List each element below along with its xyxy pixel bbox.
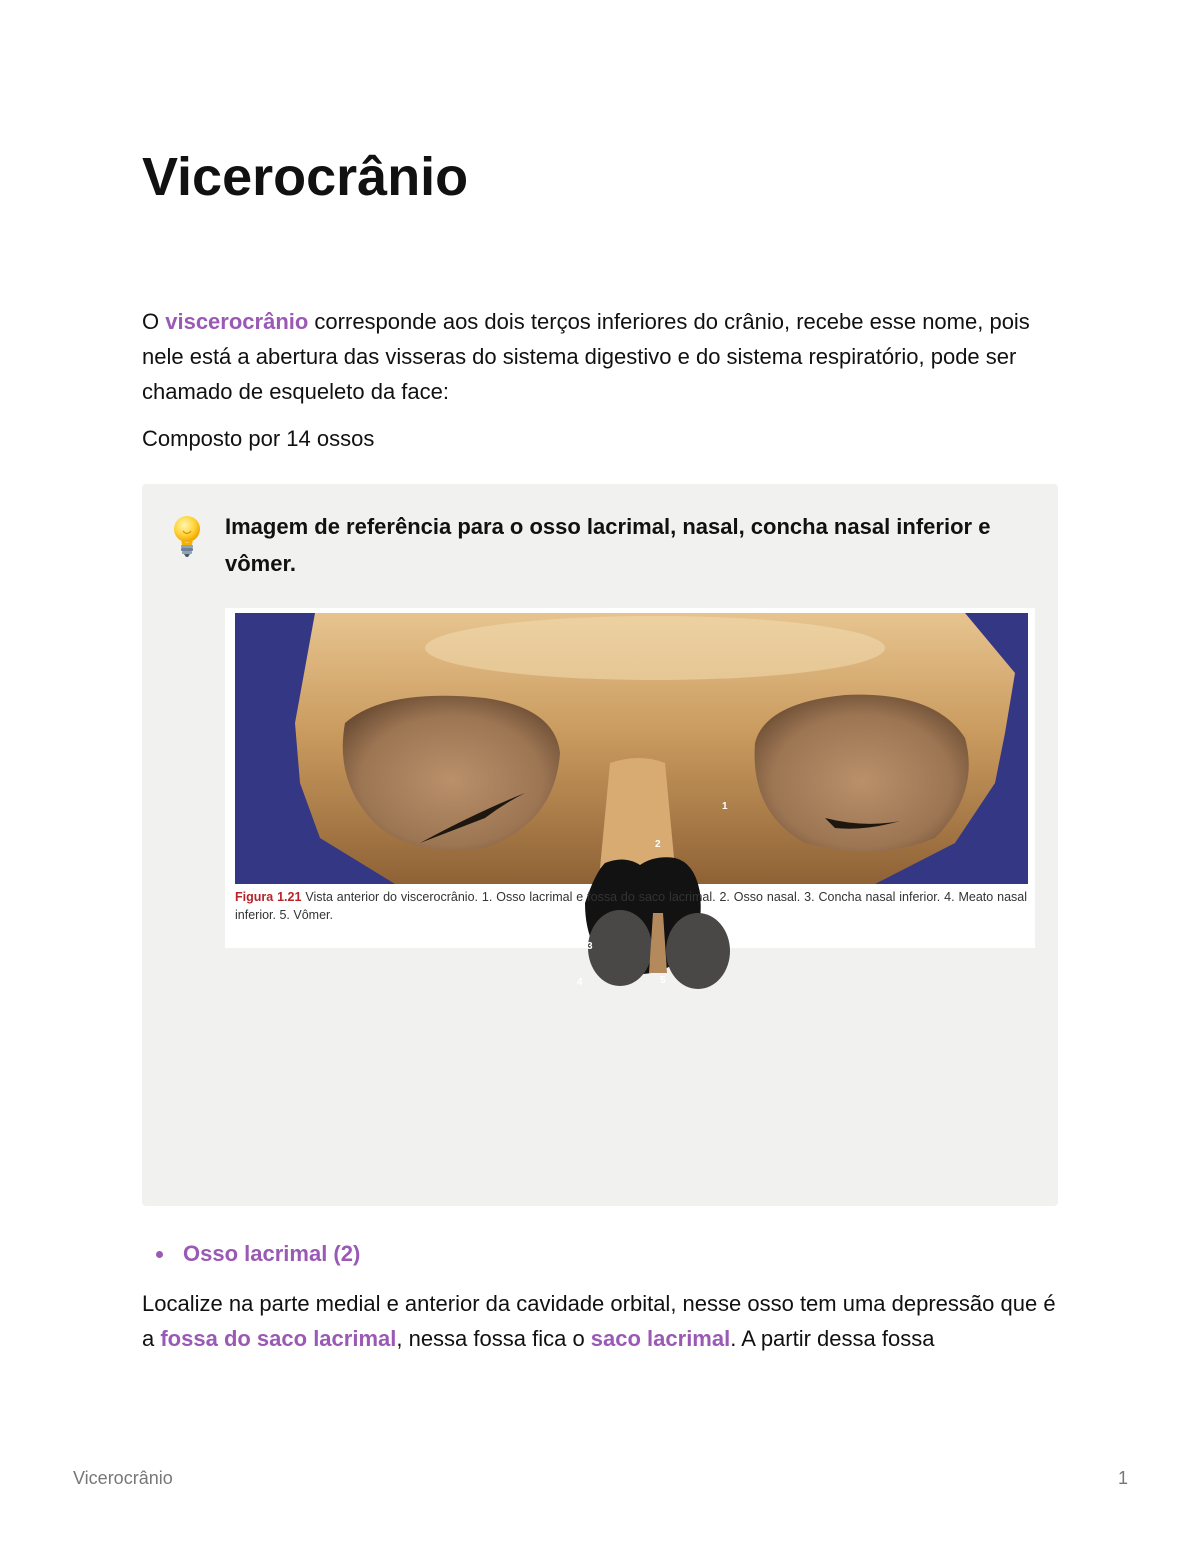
callout-box [142, 484, 1058, 1206]
footer-doc-title: Vicerocrânio [73, 1468, 173, 1488]
body-text-1: Localize na parte medial e anterior da cavidade orbital, nesse osso tem uma depressão que é a [142, 1291, 1056, 1351]
page-title: Vicerocrânio [142, 147, 469, 207]
figure-label: Figura 1.21 [235, 890, 302, 904]
marker-1: 1 [722, 801, 728, 812]
bullet-dot-icon [156, 1251, 163, 1258]
list-item-osso-lacrimal [158, 1236, 360, 1271]
figure-caption [235, 888, 1027, 924]
figure-skull [225, 608, 1035, 988]
figure-caption-text: Vista anterior do viscerocrânio. 1. Osso lacrimal e fossa do saco lacrimal. 2. Osso nasal. 3. Concha nasal inferior. 4. Meato nasal inferior. 5. Vômer. [235, 890, 1027, 922]
bone-count-text: Composto por 14 ossos [142, 426, 375, 451]
marker-3: 3 [587, 941, 593, 952]
intro-paragraph [142, 304, 1072, 409]
callout-text: Imagem de referência para o osso lacrimal, nasal, concha nasal inferior e vômer. [225, 514, 991, 576]
lightbulb-icon [170, 514, 204, 558]
marker-4: 4 [577, 977, 583, 988]
highlight-saco: saco lacrimal [590, 1326, 731, 1351]
bullet-label: Osso lacrimal (2) [183, 1241, 361, 1266]
highlight-viscerocranio: viscerocrânio [165, 309, 309, 334]
body-text-3: . A partir dessa fossa [730, 1326, 935, 1351]
footer-page-number: 1 [1117, 1468, 1128, 1488]
intro-text-rest: corresponde aos dois terços inferiores do crânio, recebe esse nome, pois nele está a abertura das visseras do sistema digestivo e do sistema respiratório, pode ser chamado de esqueleto da face: [142, 309, 1030, 404]
marker-5: 5 [660, 975, 666, 986]
body-text-2: , nessa fossa fica o [396, 1326, 591, 1351]
intro-text-start: O [142, 309, 166, 334]
body-paragraph [142, 1286, 1072, 1356]
highlight-fossa: fossa do saco lacrimal [160, 1326, 397, 1351]
marker-2: 2 [655, 839, 661, 850]
